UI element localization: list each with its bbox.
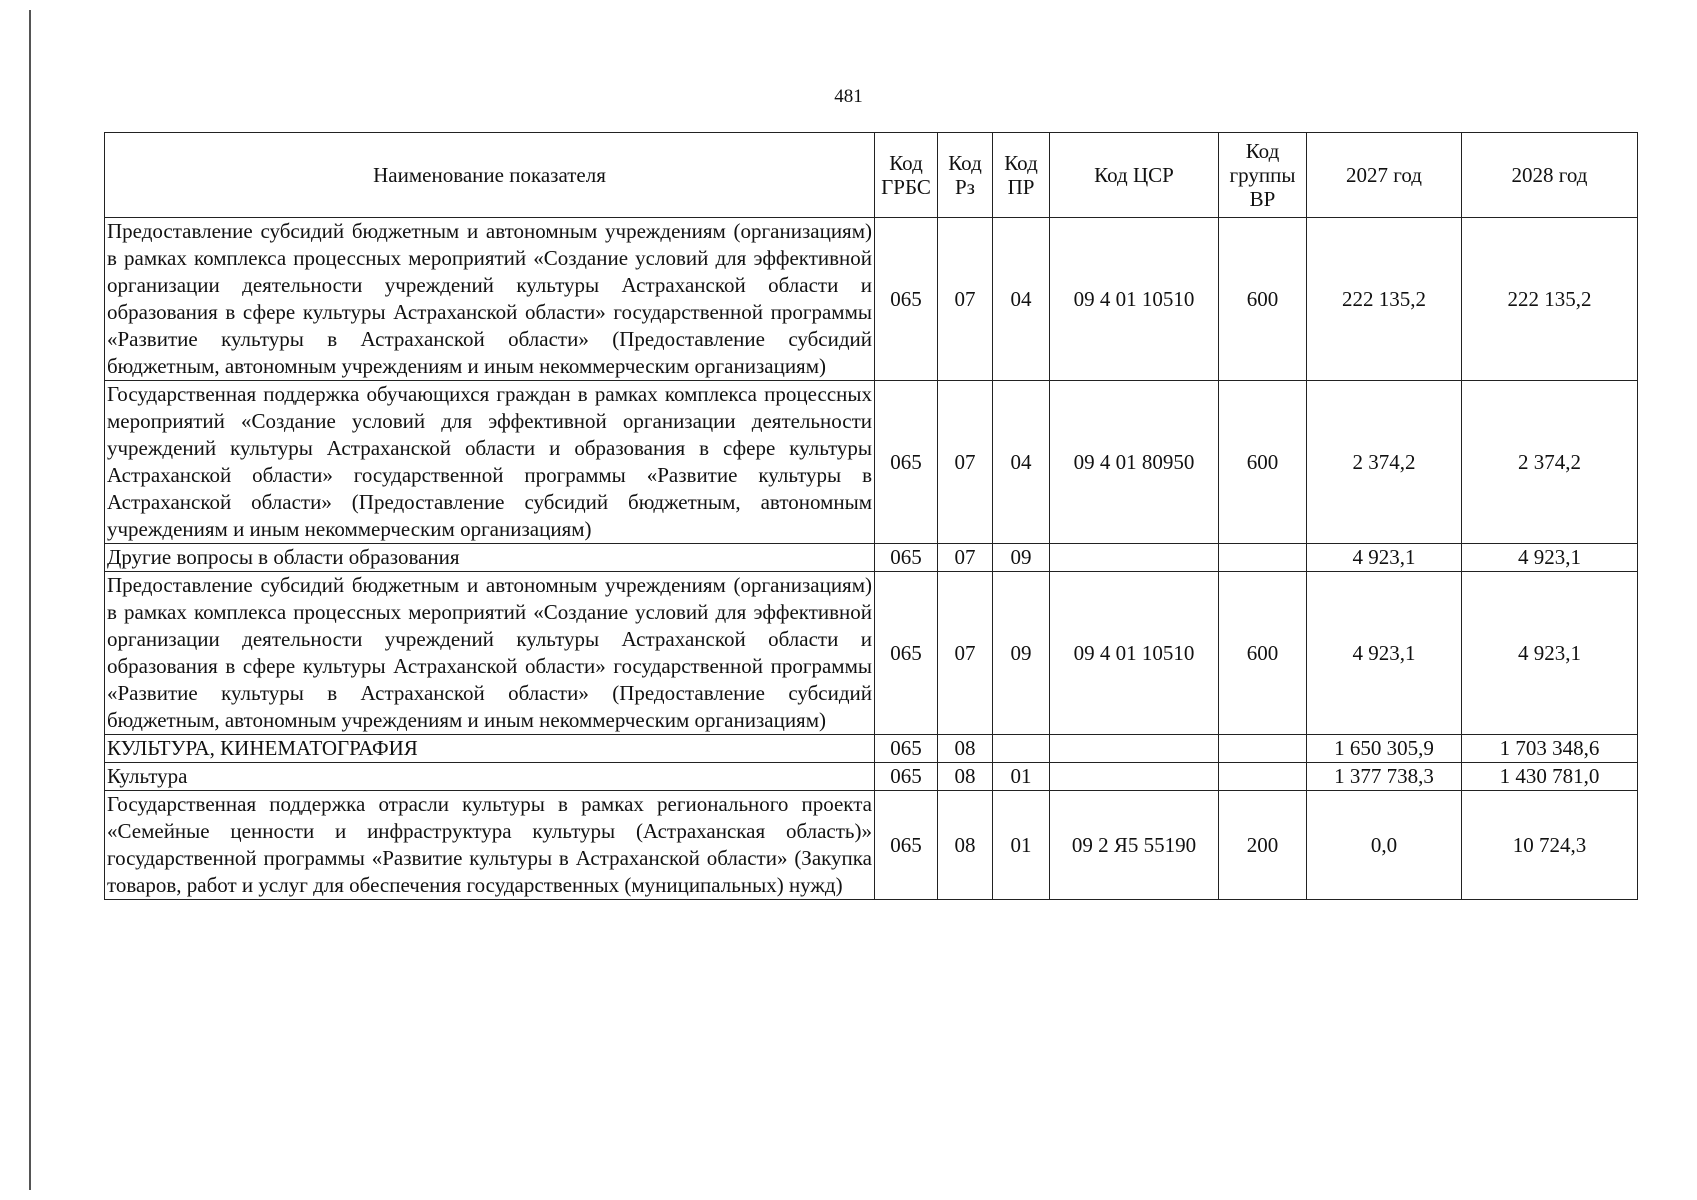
row-name: Государственная поддержка отрасли культуры в рамках регионального проекта «Семейные ценности и инфраструктура культуры (Астраханская область)» государственной программы «Развитие культуры в Астраханской области» (Закупка товаров, работ и услуг для обеспечения государственных (муниципальных) нужд) [105, 791, 875, 900]
header-rz: Код Рз [938, 133, 993, 218]
table-row [105, 572, 1638, 735]
table-row [105, 791, 1638, 900]
row-pr: 04 [993, 218, 1050, 381]
row-vr: 600 [1219, 218, 1307, 381]
header-pr: Код ПР [993, 133, 1050, 218]
header-grbs: Код ГРБС [875, 133, 938, 218]
row-2028: 10 724,3 [1462, 791, 1638, 900]
row-2027: 4 923,1 [1307, 572, 1462, 735]
row-pr: 04 [993, 381, 1050, 544]
table-row [105, 544, 1638, 572]
row-name: КУЛЬТУРА, КИНЕМАТОГРАФИЯ [105, 735, 875, 763]
row-2027: 1 650 305,9 [1307, 735, 1462, 763]
page-number: 481 [834, 86, 863, 107]
row-vr [1219, 544, 1307, 572]
row-pr: 01 [993, 791, 1050, 900]
row-2028: 1 703 348,6 [1462, 735, 1638, 763]
row-vr [1219, 735, 1307, 763]
table-row [105, 735, 1638, 763]
row-grbs: 065 [875, 791, 938, 900]
row-grbs: 065 [875, 381, 938, 544]
binding-margin-line [29, 10, 31, 1190]
row-grbs: 065 [875, 572, 938, 735]
row-2027: 222 135,2 [1307, 218, 1462, 381]
row-vr: 600 [1219, 381, 1307, 544]
row-csr: 09 4 01 10510 [1050, 572, 1219, 735]
header-vr: Код группы ВР [1219, 133, 1307, 218]
row-pr: 09 [993, 544, 1050, 572]
header-csr: Код ЦСР [1050, 133, 1219, 218]
row-2028: 2 374,2 [1462, 381, 1638, 544]
row-2028: 4 923,1 [1462, 544, 1638, 572]
row-grbs: 065 [875, 735, 938, 763]
row-name: Предоставление субсидий бюджетным и автономным учреждениям (организациям) в рамках комплекса процессных мероприятий «Создание условий для эффективной организации деятельности учреждений культуры Астраханской области и образования в сфере культуры Астраханской области» государственной программы «Развитие культуры в Астраханской области» (Предоставление субсидий бюджетным, автономным учреждениям и иным некоммерческим организациям) [105, 218, 875, 381]
row-grbs: 065 [875, 218, 938, 381]
row-vr [1219, 763, 1307, 791]
row-rz: 07 [938, 544, 993, 572]
row-csr [1050, 735, 1219, 763]
table-header-row [105, 133, 1638, 218]
row-rz: 08 [938, 735, 993, 763]
row-rz: 07 [938, 381, 993, 544]
row-grbs: 065 [875, 763, 938, 791]
header-2028: 2028 год [1462, 133, 1638, 218]
row-vr: 200 [1219, 791, 1307, 900]
row-2027: 2 374,2 [1307, 381, 1462, 544]
row-rz: 08 [938, 763, 993, 791]
table-row [105, 218, 1638, 381]
row-grbs: 065 [875, 544, 938, 572]
budget-table [104, 132, 1638, 900]
row-pr [993, 735, 1050, 763]
row-name: Культура [105, 763, 875, 791]
header-2027: 2027 год [1307, 133, 1462, 218]
row-pr: 09 [993, 572, 1050, 735]
row-csr: 09 4 01 10510 [1050, 218, 1219, 381]
row-name: Другие вопросы в области образования [105, 544, 875, 572]
table-row [105, 381, 1638, 544]
row-2028: 4 923,1 [1462, 572, 1638, 735]
row-2027: 1 377 738,3 [1307, 763, 1462, 791]
row-name: Предоставление субсидий бюджетным и автономным учреждениям (организациям) в рамках комплекса процессных мероприятий «Создание условий для эффективной организации деятельности учреждений культуры Астраханской области и образования в сфере культуры Астраханской области» государственной программы «Развитие культуры в Астраханской области» (Предоставление субсидий бюджетным, автономным учреждениям и иным некоммерческим организациям) [105, 572, 875, 735]
row-csr: 09 4 01 80950 [1050, 381, 1219, 544]
row-2028: 1 430 781,0 [1462, 763, 1638, 791]
row-pr: 01 [993, 763, 1050, 791]
row-2027: 0,0 [1307, 791, 1462, 900]
row-rz: 08 [938, 791, 993, 900]
table-row [105, 763, 1638, 791]
row-rz: 07 [938, 218, 993, 381]
row-csr: 09 2 Я5 55190 [1050, 791, 1219, 900]
row-csr [1050, 544, 1219, 572]
row-rz: 07 [938, 572, 993, 735]
row-2028: 222 135,2 [1462, 218, 1638, 381]
row-csr [1050, 763, 1219, 791]
row-2027: 4 923,1 [1307, 544, 1462, 572]
row-name: Государственная поддержка обучающихся граждан в рамках комплекса процессных мероприятий «Создание условий для эффективной организации деятельности учреждений культуры Астраханской области и образования в сфере культуры Астраханской области» государственной программы «Развитие культуры в Астраханской области» (Предоставление субсидий бюджетным, автономным учреждениям и иным некоммерческим организациям) [105, 381, 875, 544]
header-name: Наименование показателя [105, 133, 875, 218]
row-vr: 600 [1219, 572, 1307, 735]
